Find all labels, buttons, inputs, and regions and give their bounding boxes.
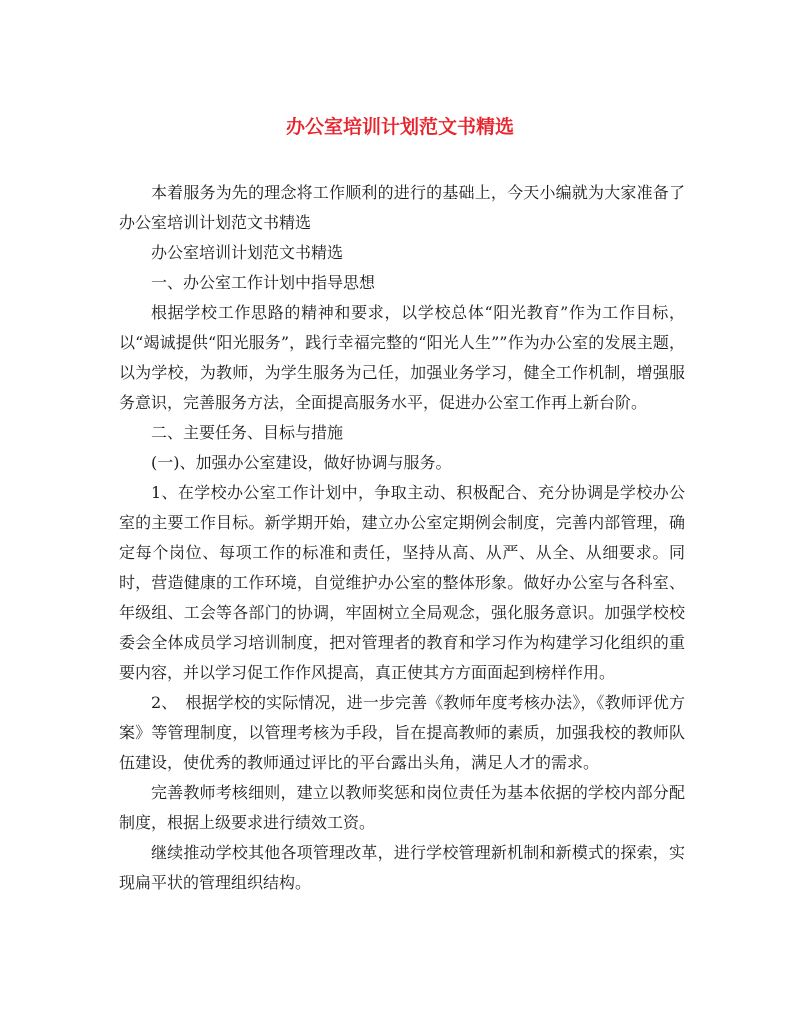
paragraph-subtitle: 办公室培训计划范文书精选 bbox=[151, 243, 344, 262]
paragraph-reform: 继续推动学校其他各项管理改革，进行学校管理新机制和新模式的探索，实现扁平状的管理组织结构。 bbox=[119, 843, 685, 892]
document-body bbox=[119, 178, 685, 898]
paragraph-guiding-ideology: 根据学校工作思路的精神和要求，以学校总体“阳光教育”作为工作目标，以“竭诚提供“阳光服务”，践行幸福完整的“阳光人生””作为办公室的发展主题，以为学校，为教师，为学生服务为己任，加强业务学习，健全工作机制，增强服务意识，完善服务方法，全面提高服务水平，促进办公室工作再上新台阶。 bbox=[119, 303, 685, 412]
subsection-heading-office-building: (一)、加强办公室建设，做好协调与服务。 bbox=[151, 453, 452, 472]
section-heading-tasks: 二、主要任务、目标与措施 bbox=[151, 423, 344, 442]
document-title: 办公室培训计划范文书精选 bbox=[285, 116, 514, 138]
paragraph-assessment: 完善教师考核细则，建立以教师奖惩和岗位责任为基本依据的学校内部分配制度，根据上级要求进行绩效工资。 bbox=[119, 783, 685, 832]
paragraph-item-1: 1、在学校办公室工作计划中，争取主动、积极配合、充分协调是学校办公室的主要工作目标。新学期开始，建立办公室定期例会制度，完善内部管理，确定每个岗位、每项工作的标准和责任，坚持从高、从严、从全、从细要求。同时，营造健康的工作环境，自觉维护办公室的整体形象。做好办公室与各科室、年级组、工会等各部门的协调，牢固树立全局观念，强化服务意识。加强学校校委会全体成员学习培训制度，把对管理者的教育和学习作为构建学习化组织的重要内容，并以学习促工作作风提高，真正使其方方面面起到榜样作用。 bbox=[119, 483, 685, 682]
paragraph-item-2: 2、 根据学校的实际情况，进一步完善《教师年度考核办法》，《教师评优方案》等管理制度，以管理考核为手段，旨在提高教师的素质，加强我校的教师队伍建设，使优秀的教师通过评比的平台露出头角，满足人才的需求。 bbox=[119, 693, 685, 772]
paragraph-intro: 本着服务为先的理念将工作顺利的进行的基础上，今天小编就为大家准备了办公室培训计划范文书精选 bbox=[119, 183, 685, 232]
section-heading-guiding-ideology: 一、办公室工作计划中指导思想 bbox=[151, 273, 376, 292]
